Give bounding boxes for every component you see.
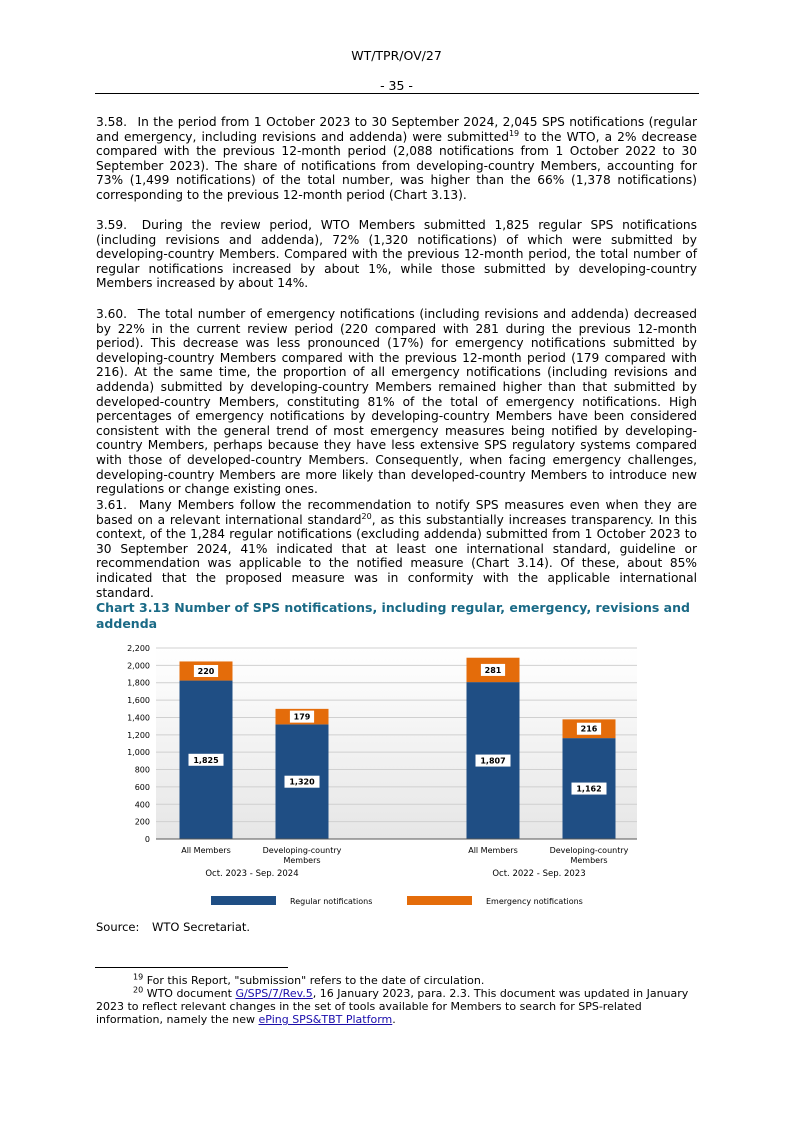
data-label-emergency: 220 <box>197 667 215 677</box>
document-link[interactable]: G/SPS/7/Rev.5 <box>235 987 313 1000</box>
y-tick-label: 1,400 <box>127 713 150 723</box>
footnote-text: For this Report, "submission" refers to the date of circulation. <box>146 974 485 987</box>
source-note <box>96 920 250 934</box>
x-tick-label: All Members <box>468 846 518 855</box>
legend-swatch <box>407 896 472 905</box>
paragraph-3-61 <box>96 498 697 600</box>
paragraph-text: In the period from 1 October 2023 to 30 September 2024, 2,045 SPS notifications (regular and emergency, including revisions and addenda) were submitted <box>96 115 697 144</box>
platform-link[interactable]: ePing SPS&TBT Platform <box>258 1013 393 1026</box>
data-label-emergency: 179 <box>293 712 311 722</box>
stacked-bar-chart <box>96 640 656 912</box>
y-tick-label: 200 <box>134 817 150 827</box>
data-label-regular: 1,825 <box>193 755 219 765</box>
footnote-ref[interactable]: 19 <box>508 128 520 138</box>
y-tick-label: 1,200 <box>127 730 150 740</box>
data-label-regular: 1,162 <box>576 784 602 794</box>
footnote-number: 19 <box>133 972 144 982</box>
paragraph-text: Many Members follow the recommendation to notify SPS measures even when they are based on a relevant international standard <box>96 498 697 527</box>
group-labels <box>205 869 585 879</box>
paragraph-number: 3.59. <box>96 218 128 232</box>
y-tick-label: 1,600 <box>127 696 150 706</box>
y-tick-label: 0 <box>144 835 150 844</box>
x-tick-label: Developing-country Members <box>549 846 629 865</box>
y-tick-label: 2,000 <box>127 661 150 671</box>
page-number: - 35 - <box>380 78 413 93</box>
y-tick-label: 1,800 <box>127 678 150 688</box>
x-axis-labels <box>181 846 628 865</box>
paragraph-text: The total number of emergency notifications (including revisions and addenda) decreased by 22% in the current review period (220 compared with 281 during the previous 12-month period). This decrease was less pronounced (17%) for emergency notifications submitted by developing-country Members compared with the previous 12-month period (179 compared with 216). At the same time, the proportion of all emergency notifications (including revisions and addenda) submitted by developing-country Members remained higher than that submitted by developed-country Members, constituting 81% of the total of emergency notifications. High percentages of emergency notifications by developing-country Members have been considered consistent with the general trend of most emergency measures being notified by developing-country Members, perhaps because they have less extensive SPS regulatory systems compared with those of developed-country Members. Consequently, when facing emergency challenges, developing-country Members are more likely than developed-country Members to introduce new regulations or change existing ones. <box>96 307 697 497</box>
group-label: Oct. 2023 - Sep. 2024 <box>205 869 299 879</box>
source-text: WTO Secretariat. <box>152 920 251 934</box>
y-tick-label: 400 <box>134 800 150 810</box>
paragraph-number: 3.58. <box>96 115 128 129</box>
paragraph-text: , as this substantially increases transparency. In this context, of the 1,284 regular notifications (excluding addenda) submitted from 1 October 2023 to 30 September 2024, 41% indicated that at least one international standard, guideline or recommendation was applicable to the notified measure (Chart 3.14). Of these, about 85% indicated that the proposed measure was in conformity with the applicable international standard. <box>96 512 697 600</box>
chart-title: Chart 3.13 Number of SPS notifications, including regular, emergency, revisions and addenda <box>96 600 690 631</box>
footnote-text: , 16 January 2023, para. 2.3. This document was updated in January 2023 to reflect relevant changes in the set of tools available for Members to search for SPS-related information, namely the new <box>96 987 689 1026</box>
paragraph-3-59 <box>96 218 697 291</box>
group-label: Oct. 2022 - Sep. 2023 <box>492 869 586 879</box>
footnote-ref[interactable]: 20 <box>361 511 372 521</box>
legend-label: Regular notifications <box>290 897 373 906</box>
paragraph-3-58 <box>96 115 697 203</box>
header-divider <box>95 93 699 94</box>
legend-label: Emergency notifications <box>486 897 583 906</box>
x-tick-label: All Members <box>181 846 231 855</box>
paragraph-number: 3.60. <box>96 307 128 321</box>
document-code: WT/TPR/OV/27 <box>351 48 442 63</box>
paragraph-text: to the WTO, a 2% decrease compared with the previous 12-month period (2,088 notifications from 1 October 2022 to 30 September 2023). The share of notifications from developing-country Members, accounting for 73% (1,499 notifications) of the total number, was higher than the 66% (1,378 notifications) corresponding to the previous 12-month period (Chart 3.13). <box>96 129 697 202</box>
y-tick-label: 2,200 <box>127 644 150 653</box>
paragraph-3-60 <box>96 307 697 497</box>
y-tick-label: 800 <box>134 765 150 775</box>
legend <box>211 896 583 906</box>
paragraph-text: During the review period, WTO Members submitted 1,825 regular SPS notifications (including revisions and addenda), 72% (1,320 notifications) of which were submitted by developing-country Members. Compared with the previous 12-month period, the total number of regular notifications increased by about 1%, while those submitted by developing-country Members increased by about 14%. <box>96 218 697 291</box>
data-label-emergency: 216 <box>580 724 598 734</box>
data-label-emergency: 281 <box>484 665 502 675</box>
footnote-19 <box>96 974 696 987</box>
y-tick-label: 1,000 <box>127 748 150 758</box>
source-label: Source: <box>96 920 140 934</box>
legend-swatch <box>211 896 276 905</box>
footnote-20: $^{20}$ WTO document G/SPS/7/Rev.5, 16 January 2023, para. 2.3. This document was updated in January 2023 to reflect relevant changes in the set of tools available for Members to search for SPS-related information, namely the new ePing SPS&TBT Platform. <box>96 985 689 1026</box>
footnote-number: 20 <box>133 985 144 995</box>
y-tick-label: 600 <box>134 782 150 792</box>
data-label-regular: 1,320 <box>289 777 315 787</box>
footnote-text: WTO document <box>146 987 236 1000</box>
y-axis-ticks <box>127 644 150 844</box>
data-label-regular: 1,807 <box>480 756 506 766</box>
footnote-divider <box>95 967 288 968</box>
x-tick-label: Developing-country Members <box>262 846 342 865</box>
paragraph-number: 3.61. <box>96 498 128 512</box>
